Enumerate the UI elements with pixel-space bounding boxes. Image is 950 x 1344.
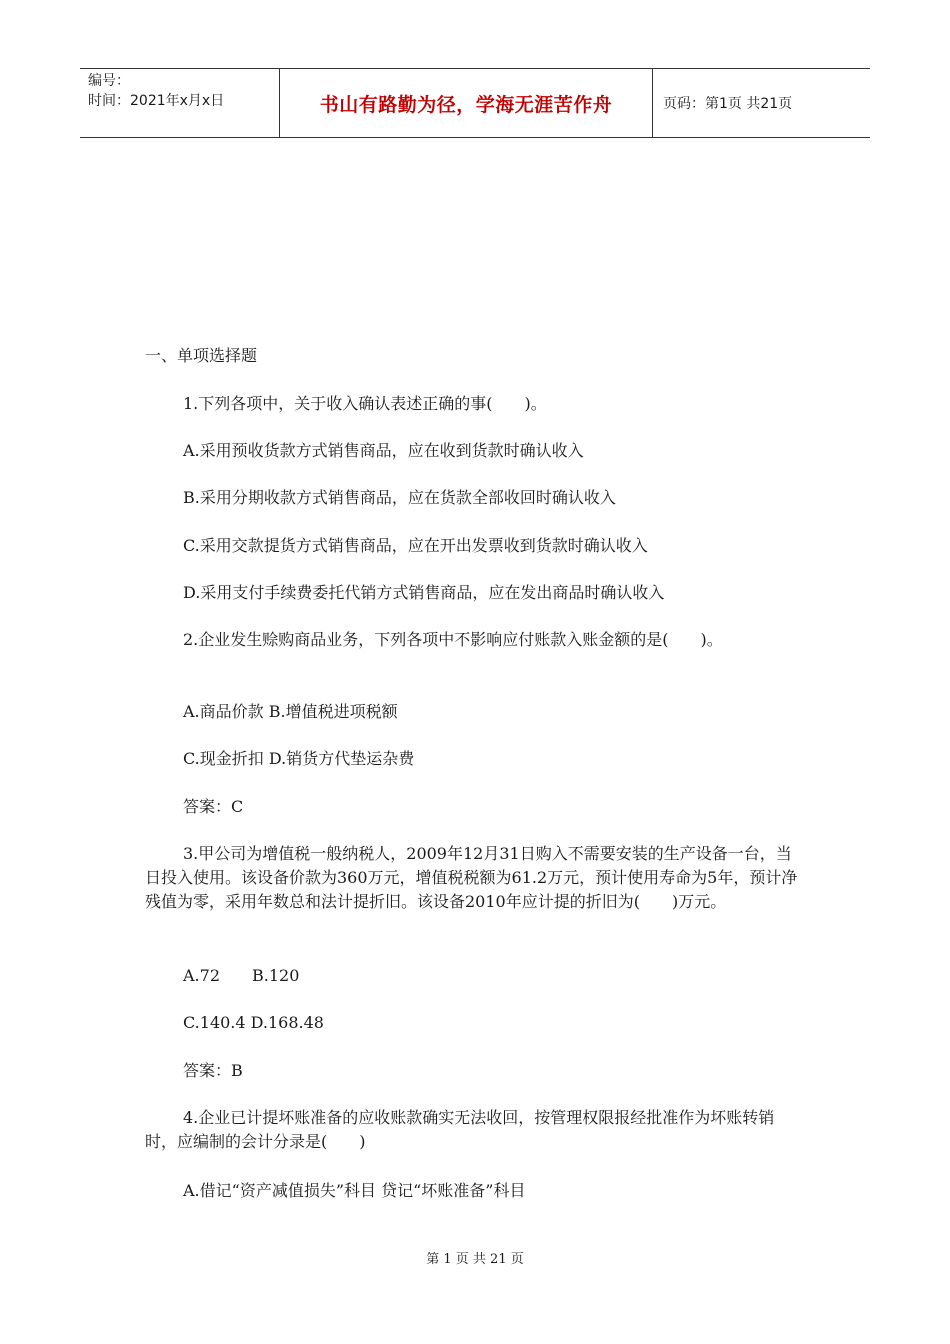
section-title: 一、单项选择题 xyxy=(145,346,258,365)
q3-options-ab: A.72 B.120 xyxy=(183,966,300,985)
page-label: 页码：第1页 共21页 xyxy=(663,96,793,112)
time-label: 时间：2021年x月x日 xyxy=(88,93,225,109)
q1-option-b: B.采用分期收款方式销售商品，应在货款全部收回时确认收入 xyxy=(183,488,616,507)
header-page-cell xyxy=(653,69,870,137)
q1-option-d: D.采用支付手续费委托代销方式销售商品，应在发出商品时确认收入 xyxy=(183,583,665,602)
q3-answer: 答案：B xyxy=(183,1061,243,1080)
header-motto-cell xyxy=(280,69,653,137)
q4-stem: 4.企业已计提坏账准备的应收账款确实无法收回，按管理权限报经批准作为坏账转销时，应编制的会计分录是( ) xyxy=(145,1108,775,1151)
q2-answer: 答案：C xyxy=(183,797,244,816)
q4-option-a: A.借记“资产减值损失”科目 贷记“坏账准备”科目 xyxy=(183,1181,526,1200)
q2-options-cd: C.现金折扣 D.销货方代垫运杂费 xyxy=(183,749,415,768)
q1-stem: 1.下列各项中，关于收入确认表述正确的事( )。 xyxy=(183,394,547,413)
motto-text: 书山有路勤为径，学海无涯苦作舟 xyxy=(319,93,613,116)
q1-option-c: C.采用交款提货方式销售商品，应在开出发票收到货款时确认收入 xyxy=(183,536,648,555)
q3-stem: 3.甲公司为增值税一般纳税人，2009年12月31日购入不需要安装的生产设备一台，当日投入使用。该设备价款为360万元，增值税税额为61.2万元，预计使用寿命为5年，预计净残值为零，采用年数总和法计提折旧。该设备2010年应计提的折旧为( )万元。 xyxy=(145,844,798,911)
q1-option-a: A.采用预收货款方式销售商品，应在收到货款时确认收入 xyxy=(183,441,584,460)
number-label: 编号： xyxy=(88,73,130,89)
q3-options-cd: C.140.4 D.168.48 xyxy=(183,1013,324,1032)
page-header xyxy=(80,68,870,138)
q2-options-ab: A.商品价款 B.增值税进项税额 xyxy=(183,702,398,721)
q2-stem: 2.企业发生赊购商品业务，下列各项中不影响应付账款入账金额的是( )。 xyxy=(183,630,723,649)
header-meta xyxy=(80,69,280,137)
page-footer: 第 1 页 共 21 页 xyxy=(426,1252,524,1267)
